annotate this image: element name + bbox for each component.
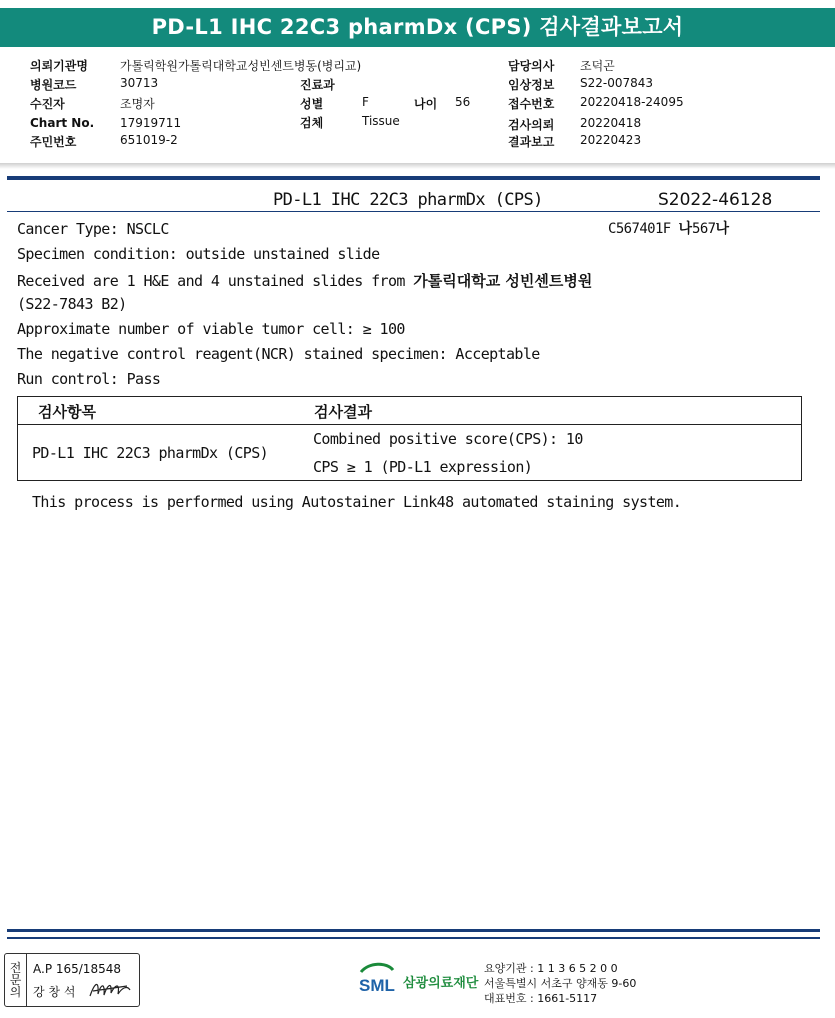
id-value: 651019-2 bbox=[120, 133, 178, 147]
run-control: Run control: Pass bbox=[17, 370, 161, 388]
chart-label: Chart No. bbox=[30, 116, 95, 130]
reception-label: 접수번호 bbox=[508, 97, 555, 111]
lab-name: 삼광의료재단 bbox=[403, 976, 479, 991]
stamp-doctor-name: 강 창 석 bbox=[33, 985, 76, 999]
report-top-rule bbox=[7, 176, 820, 180]
specimen-value: Tissue bbox=[362, 114, 400, 128]
doctor-value: 조덕곤 bbox=[580, 59, 615, 73]
ncr-line: The negative control reagent(NCR) stained specimen: Acceptable bbox=[17, 345, 540, 363]
request-value: 20220418 bbox=[580, 116, 642, 130]
id-label: 주민번호 bbox=[30, 135, 77, 149]
chart-value: 17919711 bbox=[120, 116, 182, 130]
report-heading: PD-L1 IHC 22C3 pharmDx (CPS) bbox=[273, 190, 543, 210]
viable-cells: Approximate number of viable tumor cell: ≥ 100 bbox=[17, 320, 405, 338]
cancer-type: Cancer Type: NSCLC bbox=[17, 220, 169, 238]
test-item: PD-L1 IHC 22C3 pharmDx (CPS) bbox=[32, 444, 269, 462]
request-label: 검사의뢰 bbox=[508, 118, 555, 132]
dept-label: 진료과 bbox=[300, 78, 335, 92]
footer-rule-bottom bbox=[7, 937, 820, 939]
lab-address: 서울특별시 서초구 양재동 9-60 bbox=[484, 977, 637, 990]
code-kr-1: 나 bbox=[678, 221, 692, 237]
sml-logo-text: SML bbox=[359, 976, 395, 995]
doctor-label: 담당의사 bbox=[508, 59, 555, 73]
report-title: PD-L1 IHC 22C3 pharmDx (CPS) 검사결과보고서 bbox=[0, 8, 835, 47]
result-cps-expression: CPS ≥ 1 (PD-L1 expression) bbox=[313, 458, 533, 476]
received-prefix: Received are 1 H&E and 4 unstained slides from bbox=[17, 272, 414, 290]
signature-icon bbox=[87, 976, 133, 1002]
specimen-label: 검체 bbox=[300, 116, 324, 130]
report-heading-rule bbox=[7, 211, 820, 212]
header-divider bbox=[0, 163, 835, 169]
institution-label: 의뢰기관명 bbox=[30, 59, 88, 73]
code-prefix: C567401F bbox=[608, 221, 679, 237]
report-date-value: 20220423 bbox=[580, 133, 642, 147]
hospital-code-label: 병원코드 bbox=[30, 78, 77, 92]
received-hospital: 가톨릭대학교 성빈센트병원 bbox=[413, 272, 593, 290]
table-divider bbox=[18, 424, 801, 425]
hospital-code-value: 30713 bbox=[120, 76, 159, 90]
reception-value: 20220418-24095 bbox=[580, 95, 684, 109]
process-note: This process is performed using Autostainer Link48 automated staining system. bbox=[32, 493, 682, 511]
code-line bbox=[608, 218, 729, 238]
patient-label: 수진자 bbox=[30, 97, 65, 111]
stamp-side-label: 전 문 의 bbox=[5, 954, 27, 1006]
col-item-header: 검사항목 bbox=[38, 403, 96, 421]
result-cps-score: Combined positive score(CPS): 10 bbox=[313, 430, 583, 448]
result-table bbox=[17, 396, 802, 481]
patient-value: 조명자 bbox=[120, 97, 155, 111]
footer-rule-top bbox=[7, 929, 820, 932]
col-result-header: 검사결과 bbox=[314, 403, 372, 421]
age-value: 56 bbox=[455, 95, 471, 109]
specimen-condition: Specimen condition: outside unstained slide bbox=[17, 245, 380, 263]
slide-ref: (S22-7843 B2) bbox=[17, 295, 127, 313]
sex-label: 성별 bbox=[300, 97, 324, 111]
pathologist-stamp bbox=[4, 953, 140, 1007]
report-number: S2022-46128 bbox=[658, 190, 773, 210]
received-line bbox=[17, 270, 592, 291]
sex-value: F bbox=[362, 95, 369, 109]
code-kr-2: 나 bbox=[715, 221, 730, 237]
clinical-value: S22-007843 bbox=[580, 76, 654, 90]
age-label: 나이 bbox=[414, 97, 438, 111]
sml-logo-icon bbox=[357, 960, 397, 998]
lab-phone: 대표번호 : 1661-5117 bbox=[484, 992, 598, 1005]
clinical-label: 임상정보 bbox=[508, 78, 555, 92]
report-date-label: 결과보고 bbox=[508, 135, 555, 149]
institution-value: 가톨릭학원가톨릭대학교성빈센트병동(병리교) bbox=[120, 59, 362, 73]
stamp-ap-number: A.P 165/18548 bbox=[33, 962, 121, 976]
institution-code: 요양기관 : 1 1 3 6 5 2 0 0 bbox=[484, 962, 618, 975]
code-mid: 567 bbox=[692, 221, 716, 237]
